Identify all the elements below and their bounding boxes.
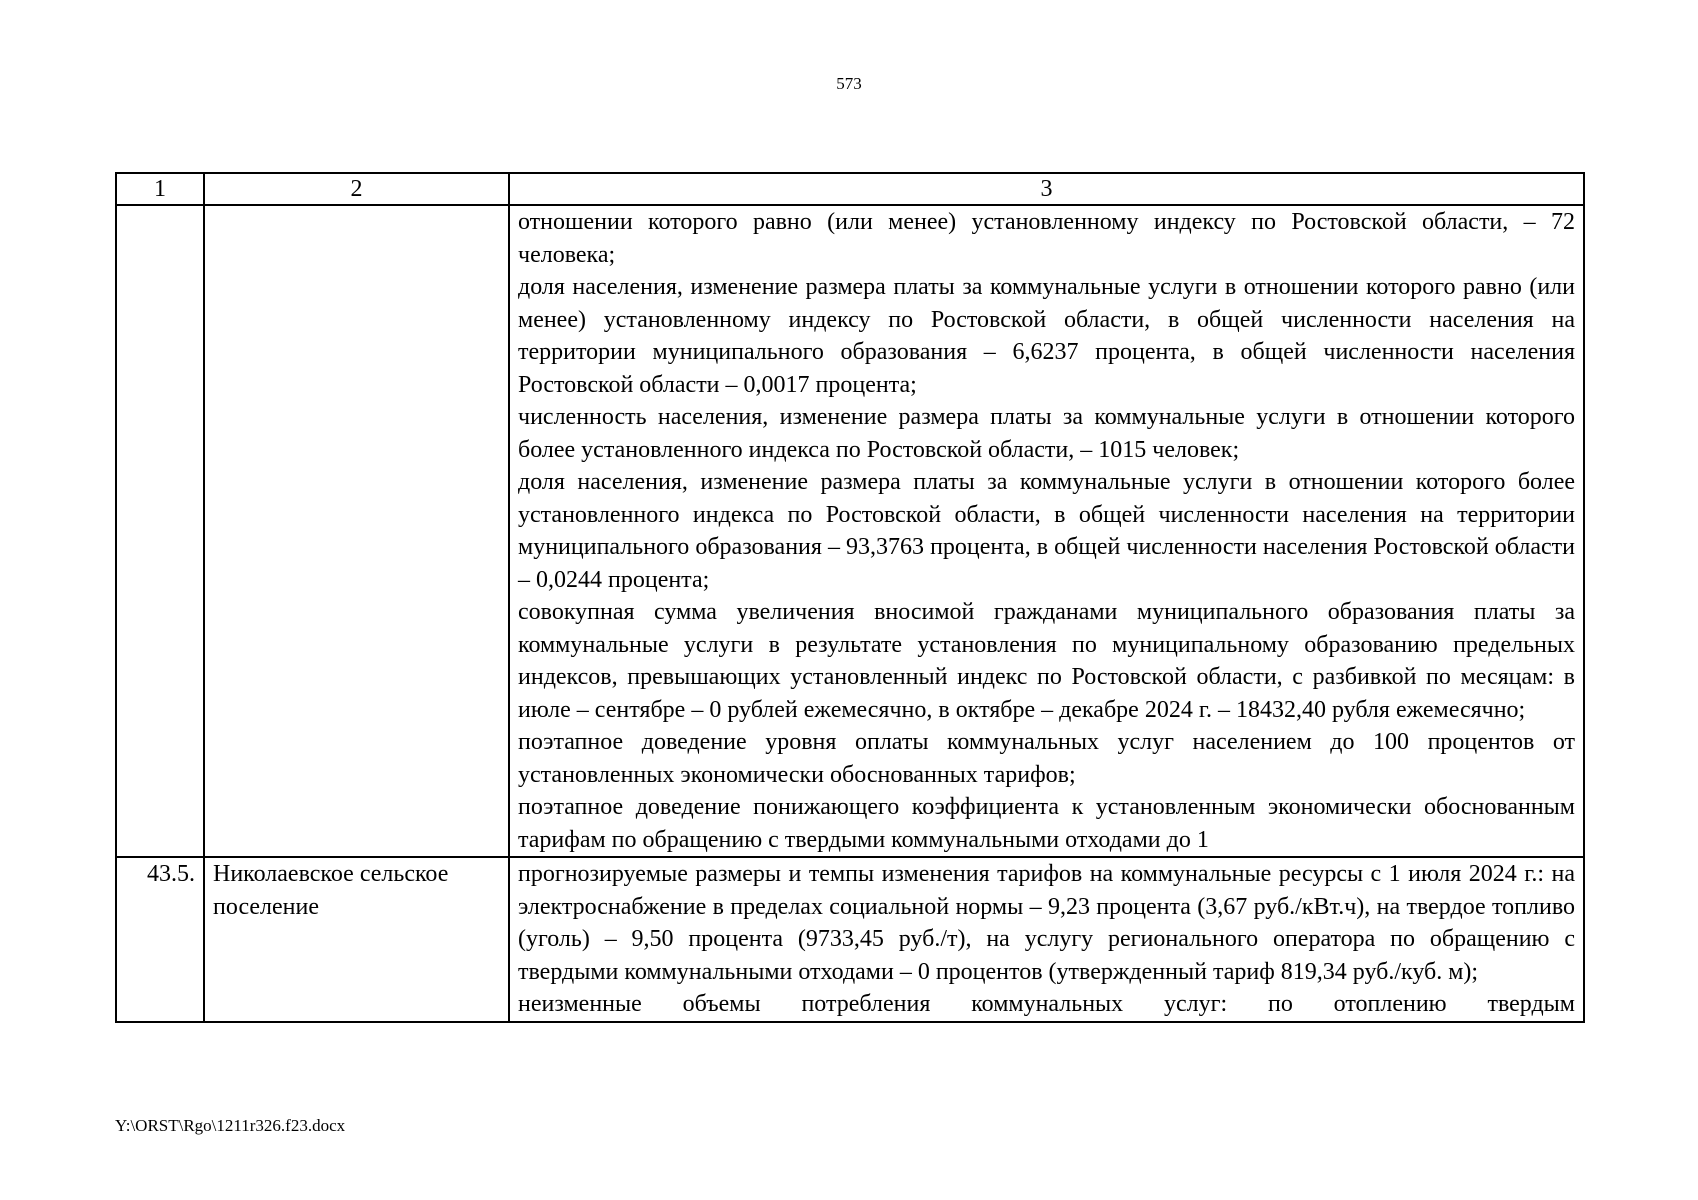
indicator-paragraph: доля населения, изменение размера платы за коммунальные услуги в отношении которого равно (или менее) установленному индексу по Ростовской области, в общей численности населения на территории муниципального образования – 6,6237 процента, в общей численности населения Ростовской области – 0,0017 процента; [518, 274, 1575, 398]
indicator-paragraph: поэтапное доведение понижающего коэффициента к установленным экономически обоснованным тарифам по обращению с твердыми коммунальными отходами до 1 [518, 794, 1575, 853]
indicator-paragraph: отношении которого равно (или менее) установленному индексу по Ростовской области, – 72 человека; [518, 209, 1575, 268]
column-header-3: 3 [509, 173, 1584, 205]
row-number-cell [116, 205, 204, 857]
indicator-paragraph: неизменные объемы потребления коммунальных услуг: по отоплению твердым [518, 991, 1575, 1017]
indicator-paragraph: доля населения, изменение размера платы за коммунальные услуги в отношении которого более установленного индекса по Ростовской области, в общей численности населения на территории муниципального образования – 93,3763 процента, в общей численности населения Ростовской области – 0,0244 процента; [518, 469, 1575, 593]
indicators-cell [509, 205, 1584, 857]
indicator-paragraph: поэтапное доведение уровня оплаты коммунальных услуг населением до 100 процентов от установленных экономически обоснованных тарифов; [518, 729, 1575, 788]
settlement-name-cell: Николаевское сельское поселение [204, 857, 509, 1022]
indicator-paragraph: совокупная сумма увеличения вносимой гражданами муниципального образования платы за коммунальные услуги в результате установления по муниципальному образованию предельных индексов, превышающих установленный индекс по Ростовской области, с разбивкой по месяцам: в июле – сентябре – 0 рублей ежемесячно, в октябре – декабре 2024 г. – 18432,40 рубля ежемесячно; [518, 599, 1575, 723]
table-header-row [116, 173, 1584, 205]
column-header-1: 1 [116, 173, 204, 205]
settlement-name-cell [204, 205, 509, 857]
table-row [116, 857, 1584, 1022]
row-number-cell: 43.5. [116, 857, 204, 1022]
page-number: 573 [836, 74, 862, 93]
column-header-2: 2 [204, 173, 509, 205]
indicators-cell [509, 857, 1584, 1022]
indicator-paragraph: прогнозируемые размеры и темпы изменения тарифов на коммунальные ресурсы с 1 июля 2024 г.: на электроснабжение в пределах социальной нормы – 9,23 процента (3,67 руб./кВт.ч), на твердое топливо (уголь) – 9,50 процента (9733,45 руб./т), на услугу регионального оператора по обращению с твердыми коммунальными отходами – 0 процентов (утвержденный тариф 819,34 руб./куб. м); [518, 861, 1575, 985]
table-row [116, 205, 1584, 857]
footer-file-path: Y:\ORST\Rgo\1211r326.f23.docx [115, 1116, 346, 1135]
document-table [115, 172, 1585, 1023]
indicator-paragraph: численность населения, изменение размера платы за коммунальные услуги в отношении которого более установленного индекса по Ростовской области, – 1015 человек; [518, 404, 1575, 463]
